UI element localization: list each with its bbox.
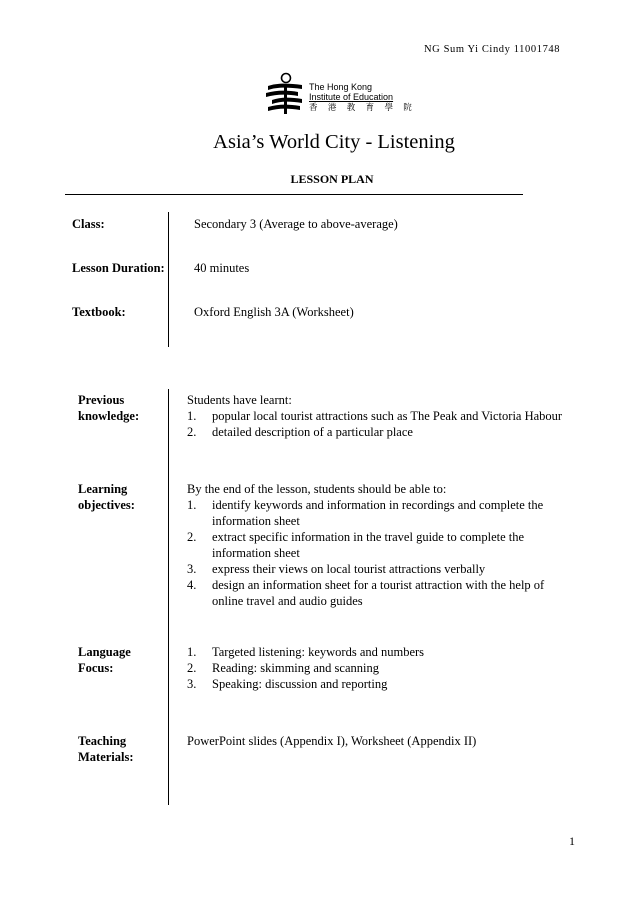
learning-objectives-intro: By the end of the lesson, students should be able to: bbox=[187, 482, 447, 496]
teaching-materials-label-line-2: Materials: bbox=[78, 750, 134, 764]
previous-knowledge-list bbox=[187, 408, 562, 440]
list-item-number: 1. bbox=[187, 645, 197, 659]
list-item-number: 2. bbox=[187, 661, 197, 675]
class-value: Secondary 3 (Average to above-average) bbox=[194, 217, 398, 231]
language-focus-content bbox=[187, 644, 424, 692]
list-item bbox=[187, 660, 424, 676]
previous-knowledge-label-line-2: knowledge: bbox=[78, 409, 140, 423]
list-item bbox=[187, 676, 424, 692]
language-focus-label bbox=[78, 644, 131, 676]
class-label: Class: bbox=[72, 217, 105, 231]
list-item-text: identify keywords and information in recordings and complete the information sheet bbox=[212, 498, 544, 528]
list-item-text: Reading: skimming and scanning bbox=[212, 661, 379, 675]
institute-logo bbox=[262, 72, 416, 120]
language-focus-label-line-1: Language bbox=[78, 645, 131, 659]
language-focus-list bbox=[187, 644, 424, 692]
title-divider bbox=[65, 194, 523, 195]
textbook-value: Oxford English 3A (Worksheet) bbox=[194, 305, 354, 319]
logo-wordmark bbox=[309, 82, 416, 112]
list-item bbox=[187, 529, 544, 561]
logo-line-2: Institute of Education bbox=[309, 92, 394, 102]
logo-line-3: 香 港 教 育 學 院 bbox=[309, 102, 416, 112]
textbook-label: Textbook: bbox=[72, 305, 126, 319]
list-item bbox=[187, 561, 544, 577]
list-item-text: Speaking: discussion and reporting bbox=[212, 677, 388, 691]
list-item bbox=[187, 408, 562, 424]
info-column-divider bbox=[168, 212, 169, 347]
list-item-text: Targeted listening: keywords and numbers bbox=[212, 645, 425, 659]
page-number: 1 bbox=[569, 834, 575, 848]
list-item-number: 2. bbox=[187, 530, 197, 544]
list-item-text: detailed description of a particular place bbox=[212, 425, 413, 439]
list-item bbox=[187, 644, 424, 660]
page-title: Asia’s World City - Listening bbox=[213, 131, 455, 153]
teaching-materials-text: PowerPoint slides (Appendix I), Worksheet (Appendix II) bbox=[187, 734, 477, 748]
list-item bbox=[187, 497, 544, 529]
logo-line-1: The Hong Kong bbox=[309, 82, 373, 92]
previous-knowledge-label-line-1: Previous bbox=[78, 393, 125, 407]
list-item-text: extract specific information in the travel guide to complete the information sheet bbox=[212, 530, 525, 560]
list-item-text: popular local tourist attractions such as The Peak and Victoria Habour bbox=[212, 409, 563, 423]
list-item-number: 3. bbox=[187, 562, 197, 576]
teaching-materials-label bbox=[78, 733, 134, 765]
learning-objectives-label bbox=[78, 481, 135, 513]
list-item-text: design an information sheet for a tourist attraction with the help of online travel and audio guides bbox=[212, 578, 545, 608]
list-item bbox=[187, 424, 562, 440]
author-id-header: NG Sum Yi Cindy 11001748 bbox=[424, 44, 561, 55]
previous-knowledge-content bbox=[187, 392, 562, 440]
duration-value: 40 minutes bbox=[194, 261, 250, 275]
learning-objectives-content bbox=[187, 481, 544, 609]
list-item bbox=[187, 577, 544, 609]
page-subtitle: LESSON PLAN bbox=[290, 172, 374, 186]
list-item-number: 3. bbox=[187, 677, 197, 691]
previous-knowledge-intro: Students have learnt: bbox=[187, 393, 292, 407]
list-item-text: express their views on local tourist attractions verbally bbox=[212, 562, 486, 576]
learning-objectives-list bbox=[187, 497, 544, 609]
list-item-number: 1. bbox=[187, 498, 197, 512]
duration-label: Lesson Duration: bbox=[72, 261, 165, 275]
language-focus-label-line-2: Focus: bbox=[78, 661, 114, 675]
list-item-number: 2. bbox=[187, 425, 197, 439]
learning-objectives-label-line-2: objectives: bbox=[78, 498, 135, 512]
hkied-emblem-icon bbox=[262, 72, 308, 118]
learning-objectives-label-line-1: Learning bbox=[78, 482, 128, 496]
sections-column-divider bbox=[168, 389, 169, 805]
list-item-number: 1. bbox=[187, 409, 197, 423]
previous-knowledge-label bbox=[78, 392, 139, 424]
teaching-materials-label-line-1: Teaching bbox=[78, 734, 127, 748]
list-item-number: 4. bbox=[187, 578, 197, 592]
